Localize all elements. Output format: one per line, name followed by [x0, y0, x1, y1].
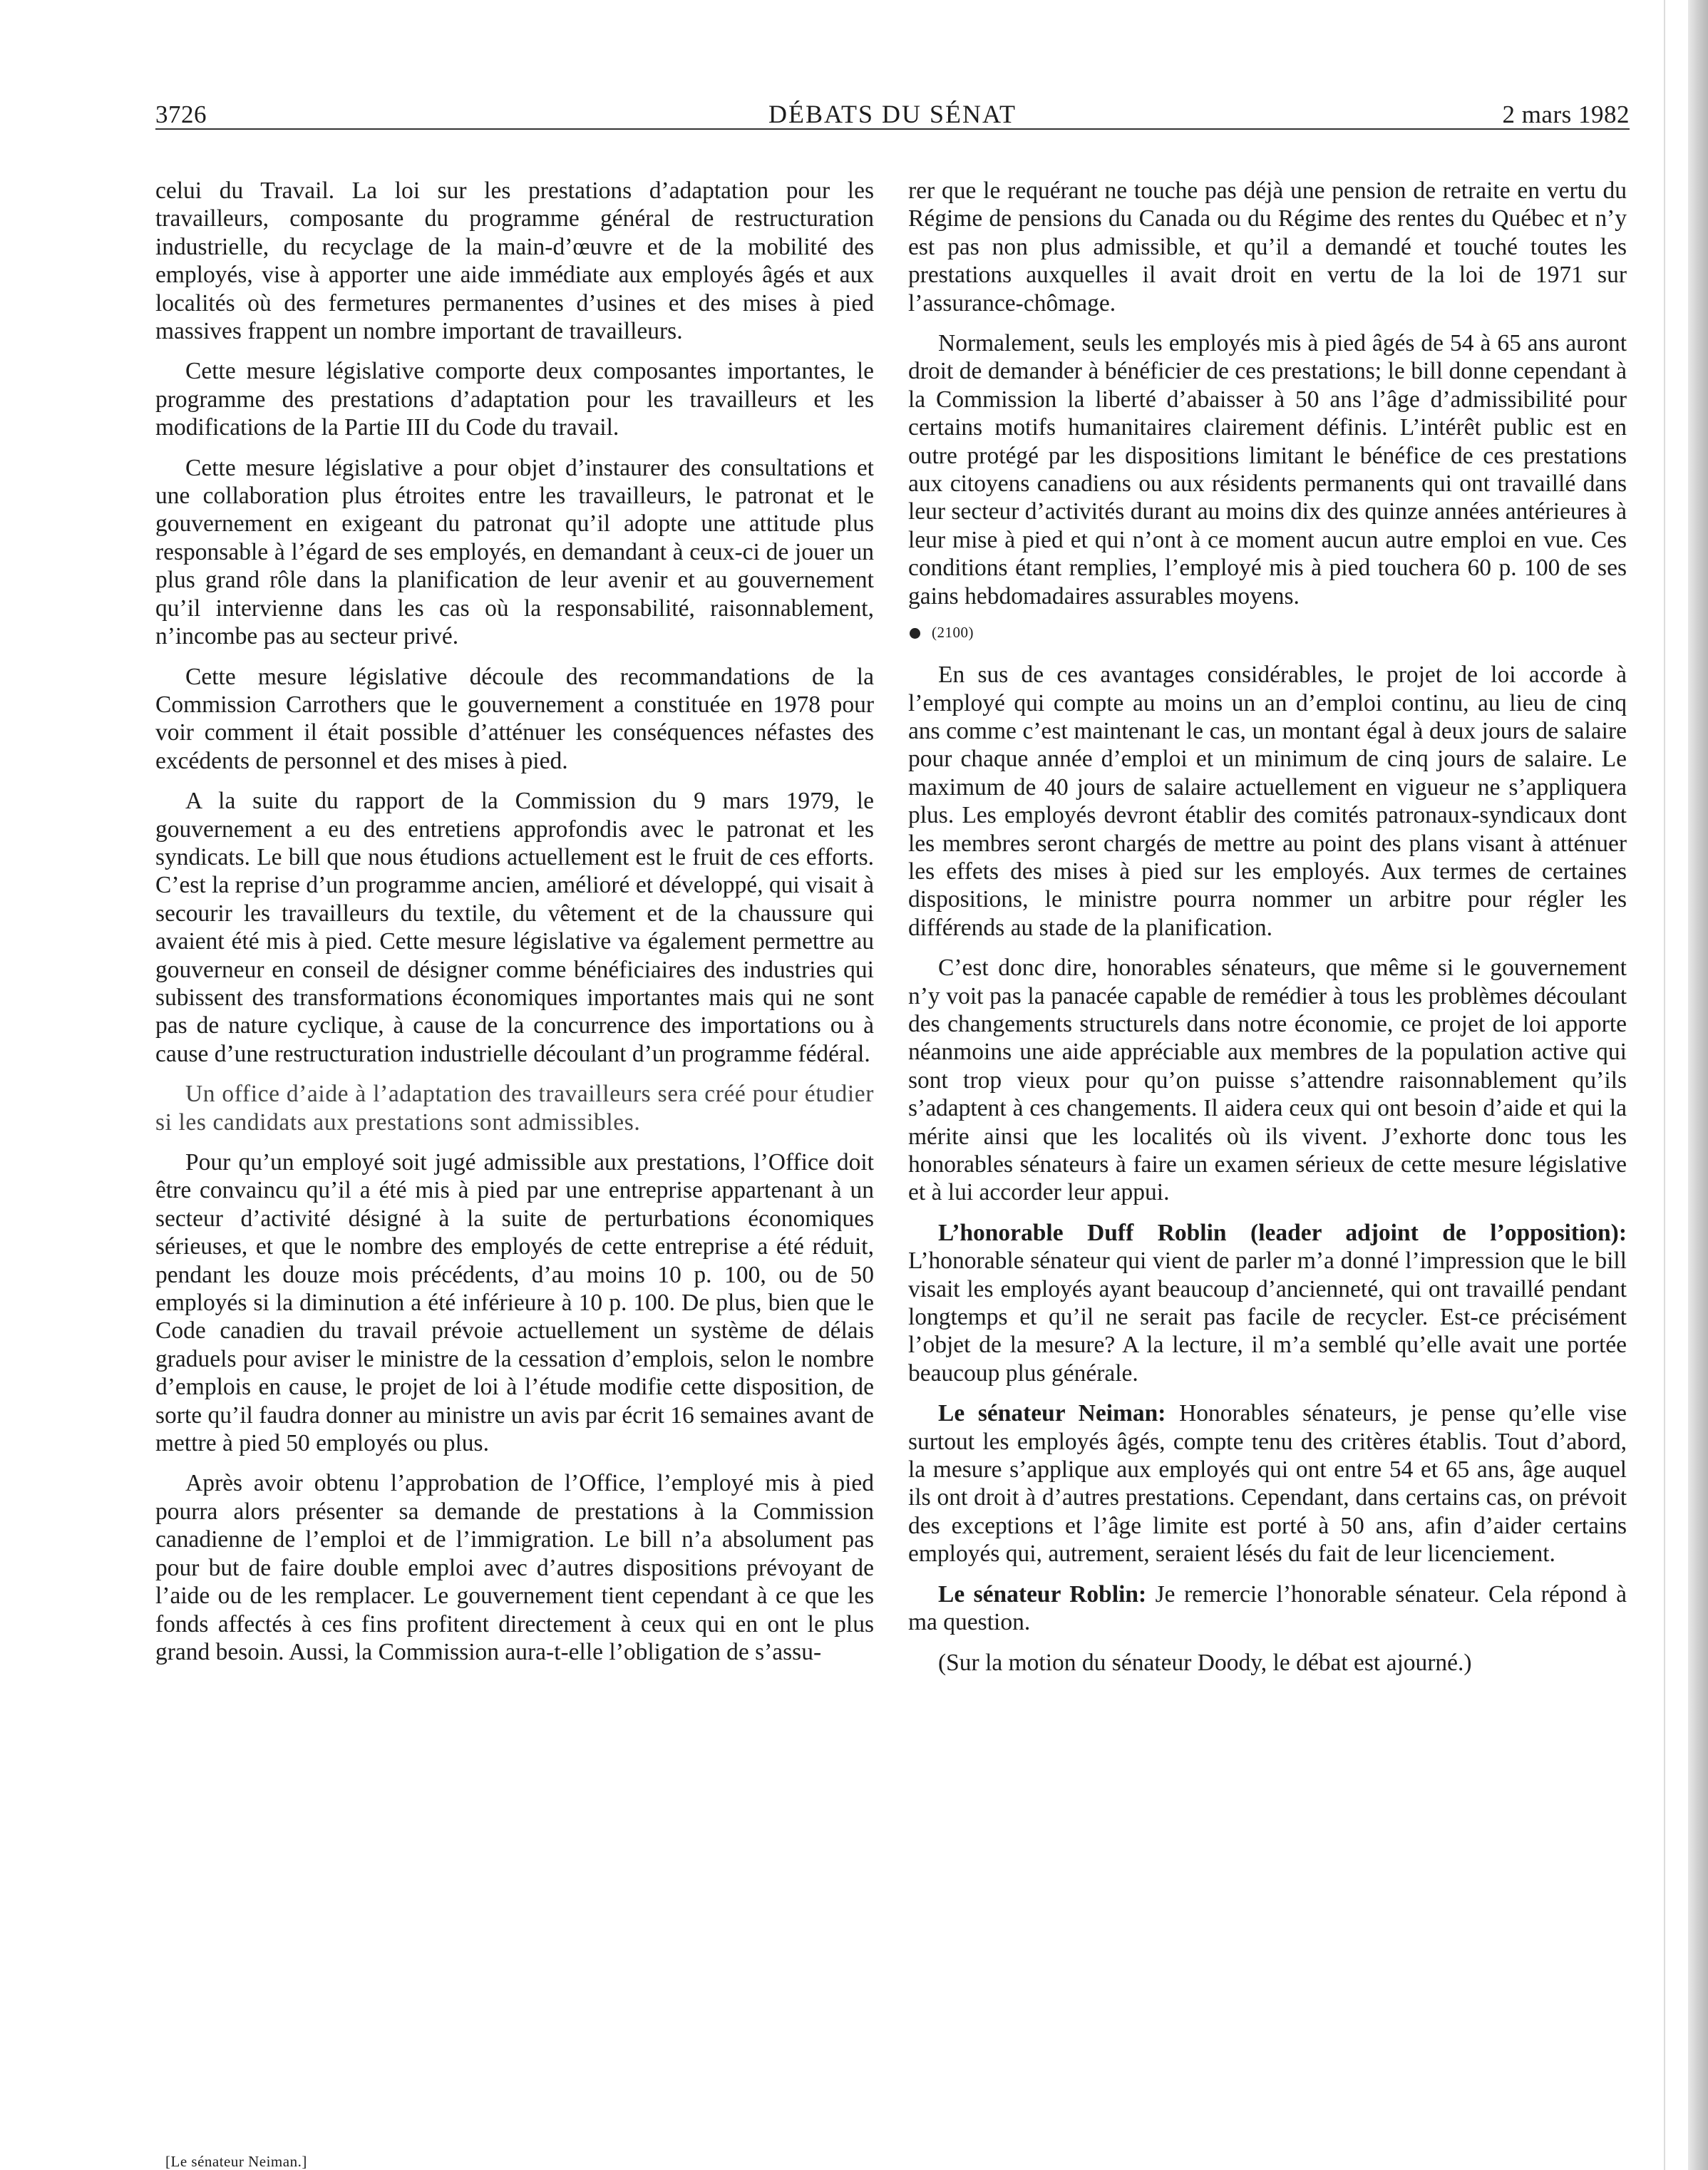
page-number: 3726 [155, 101, 207, 128]
paragraph: Cette mesure législative comporte deux composantes importantes, le programme des prestations d’adaptation pour les travailleurs et les modifications de la Partie III du Code du travail. [155, 358, 874, 441]
paragraph: Pour qu’un employé soit jugé admissible aux prestations, l’Office doit être convaincu qu’il a été mis à pied par une entreprise appartenant à un secteur d’activité désigné à la suite de perturbations économiques sérieuses, et que le nombre des employés de cette entreprise a été réduit, pendant les douze mois précédents, d’au moins 10 p. 100, ou de 50 employés si la diminution a été inférieure à 10 p. 100. De plus, bien que le Code canadien du travail prévoie actuellement un système de délais graduels pour aviser le ministre de la cessation d’emplois, selon le nombre d’emplois en cause, le projet de loi à l’étude modifie cette disposition, de sorte qu’il faudra donner au ministre un avis par écrit 16 semaines avant de mettre à pied 50 employés ou plus. [155, 1149, 874, 1457]
speaker-name: Le sénateur Roblin: [938, 1580, 1147, 1608]
speaker-name: L’honorable Duff Roblin (leader adjoint de l’opposition): [938, 1219, 1627, 1246]
speech-neiman [908, 1399, 1627, 1568]
speaker-name: Le sénateur Neiman: [938, 1400, 1166, 1427]
right-column [908, 177, 1627, 1689]
left-column [155, 177, 874, 1678]
paragraph: Un office d’aide à l’adaptation des travailleurs sera créé pour étudier si les candidats aux prestations sont admissibles. [155, 1081, 874, 1136]
issue-date: 2 mars 1982 [1502, 101, 1630, 128]
paragraph: C’est donc dire, honorables sénateurs, que même si le gouvernement n’y voit pas la panacée capable de remédier à tous les problèmes découlant des changements structurels dans notre économie, ce projet de loi apporte néanmoins une aide appréciable aux membres de la population active qui sont trop vieux pour qu’on puisse s’attendre raisonnablement qu’ils s’adaptent à ces changements. Il aidera ceux qui ont besoin d’aide et qui la mérite ainsi que les localités où ils vivent. J’exhorte donc tous les honorables sénateurs à faire un examen sérieux de cette mesure législative et à lui accorder leur appui. [908, 955, 1627, 1206]
paragraph: En sus de ces avantages considérables, le projet de loi accorde à l’employé qui compte au moins un an d’emploi continu, au lieu de cinq ans comme c’est maintenant le cas, un montant égal à deux jours de salaire pour chaque année d’emploi et un minimum de cinq jours de salaire. Le maximum de 40 jours de salaire actuellement en vigueur ne s’appliquera plus. Les employés devront établir des comités patronaux-syndicaux dont les membres seront chargés de mettre au point des plans visant à atténuer les effets des mises à pied sur les employés. Aux termes de certaines dispositions, le ministre pourra nommer un arbitre pour régler les différends au stade de la planification. [908, 662, 1627, 941]
paragraph: Après avoir obtenu l’approbation de l’Office, l’employé mis à pied pourra alors présenter sa demande de prestations à la Commission canadienne de l’emploi et de l’immigration. Le bill n’a absolument pas pour but de faire double emploi avec d’autres dispositions prévoyant de l’aide ou de les remplacer. Le gouvernement tient cependant à ce que les fonds affectés à ces fins profitent directement à ceux qui en ont le plus grand besoin. Aussi, la Commission aura-t-elle l’obligation de s’assu- [155, 1470, 874, 1665]
running-header [155, 88, 1630, 131]
speech-roblin [908, 1219, 1627, 1387]
paragraph: A la suite du rapport de la Commission du 9 mars 1979, le gouvernement a eu des entretiens approfondis avec le patronat et les syndicats. Le bill que nous étudions actuellement est le fruit de ces efforts. C’est la reprise d’un programme ancien, amélioré et développé, qui visait à secourir les travailleurs du textile, du vêtement et de la chaussure qui avaient été mis à pied. Cette mesure législative va également permettre au gouverneur en conseil de désigner comme bénéficiaires des industries qui subissent des transformations économiques importantes mais qui ne sont pas de nature cyclique, à cause de la concurrence des importations ou à cause d’une restructuration industrielle découlant d’un programme fédéral. [155, 788, 874, 1067]
paragraph: celui du Travail. La loi sur les prestations d’adaptation pour les travailleurs, composante du programme général de restructuration industrielle, du recyclage de la main-d’œuvre et de la mobilité des employés, vise à apporter une aide immédiate aux employés âgés et aux localités où des fermetures permanentes d’usines et des mises à pied massives frappent un nombre important de travailleurs. [155, 178, 874, 345]
time-marker [908, 622, 1627, 644]
speech-text: Je remercie l’honorable sénateur. Cela répond à ma question. [908, 1580, 1627, 1636]
paragraph: Cette mesure législative découle des recommandations de la Commission Carrothers que le gouvernement a constituée en 1978 pour voir comment il était possible d’atténuer les conséquences néfastes des excédents de personnel et des mises à pied. [155, 663, 874, 774]
publication-title: DÉBATS DU SÉNAT [768, 100, 1017, 128]
speech-roblin-reply [908, 1580, 1627, 1637]
paragraph: Normalement, seuls les employés mis à pied âgés de 54 à 65 ans auront droit de demander à bénéficier de ces prestations; le bill donne cependant à la Commission la liberté d’abaisser à 50 ans l’âge d’admissibilité pour certains motifs humanitaires clairement définis. L’intérêt public est en outre protégé par les dispositions limitant le bénéfice de ces prestations aux citoyens canadiens ou aux résidents permanents qui ont travaillé dans leur secteur d’activités durant au moins dix des quinze années antérieures à leur mise à pied et qui n’ont à ce moment aucun autre emploi en vue. Ces conditions étant remplies, l’employé mis à pied touchera 60 p. 100 de ses gains hebdomadaires assurables moyens. [908, 330, 1627, 610]
speech-text: Honorables sénateurs, je pense qu’elle vise surtout les employés âgés, compte tenu des critères établis. Tout d’abord, la mesure s’applique aux employés qui ont entre 54 et 65 ans, âge auquel ils ont droit à d’autres prestations. Cependant, dans certains cas, on prévoit des exceptions et l’âge limite est porté à 50 ans, afin d’aider certains employés qui, autrement, seraient lésés du fait de leur licenciement. [908, 1400, 1627, 1568]
speaker-footnote: [Le sénateur Neiman.] [165, 2153, 307, 2170]
scan-edge-line [1664, 0, 1665, 2170]
timestamp: (2100) [932, 624, 974, 642]
bullet-icon [910, 628, 920, 639]
speech-text: L’honorable sénateur qui vient de parler m’a donné l’impression que le bill visait les employés ayant beaucoup d’ancienneté, qui ont travaillé pendant longtemps et qu’il ne serait pas facile de recycler. Est-ce précisément l’objet de la mesure? A la lecture, il m’a semblé qu’elle avait une portée beaucoup plus générale. [908, 1248, 1627, 1387]
paragraph: Cette mesure législative a pour objet d’instaurer des consultations et une collaboration plus étroites entre les travailleurs, le patronat et le gouvernement en exigeant du patronat qu’il adopte une attitude plus responsable à l’égard de ses employés, en demandant à ceux-ci de jouer un plus grand rôle dans la planification de leur avenir et au gouvernement qu’il intervienne dans les cas où la responsabilité, raisonnablement, n’incombe pas au secteur privé. [155, 454, 874, 650]
header-rule [155, 128, 1630, 130]
scan-page-edge [1688, 0, 1708, 2170]
motion-note: (Sur la motion du sénateur Doody, le débat est ajourné.) [938, 1649, 1472, 1676]
paragraph: rer que le requérant ne touche pas déjà une pension de retraite en vertu du Régime de pensions du Canada ou du Régime des rentes du Québec et n’y est pas non plus admissible, et qu’il a demandé et touché toutes les prestations auxquelles il avait droit en vertu de la loi de 1971 sur l’assurance-chômage. [908, 178, 1627, 317]
